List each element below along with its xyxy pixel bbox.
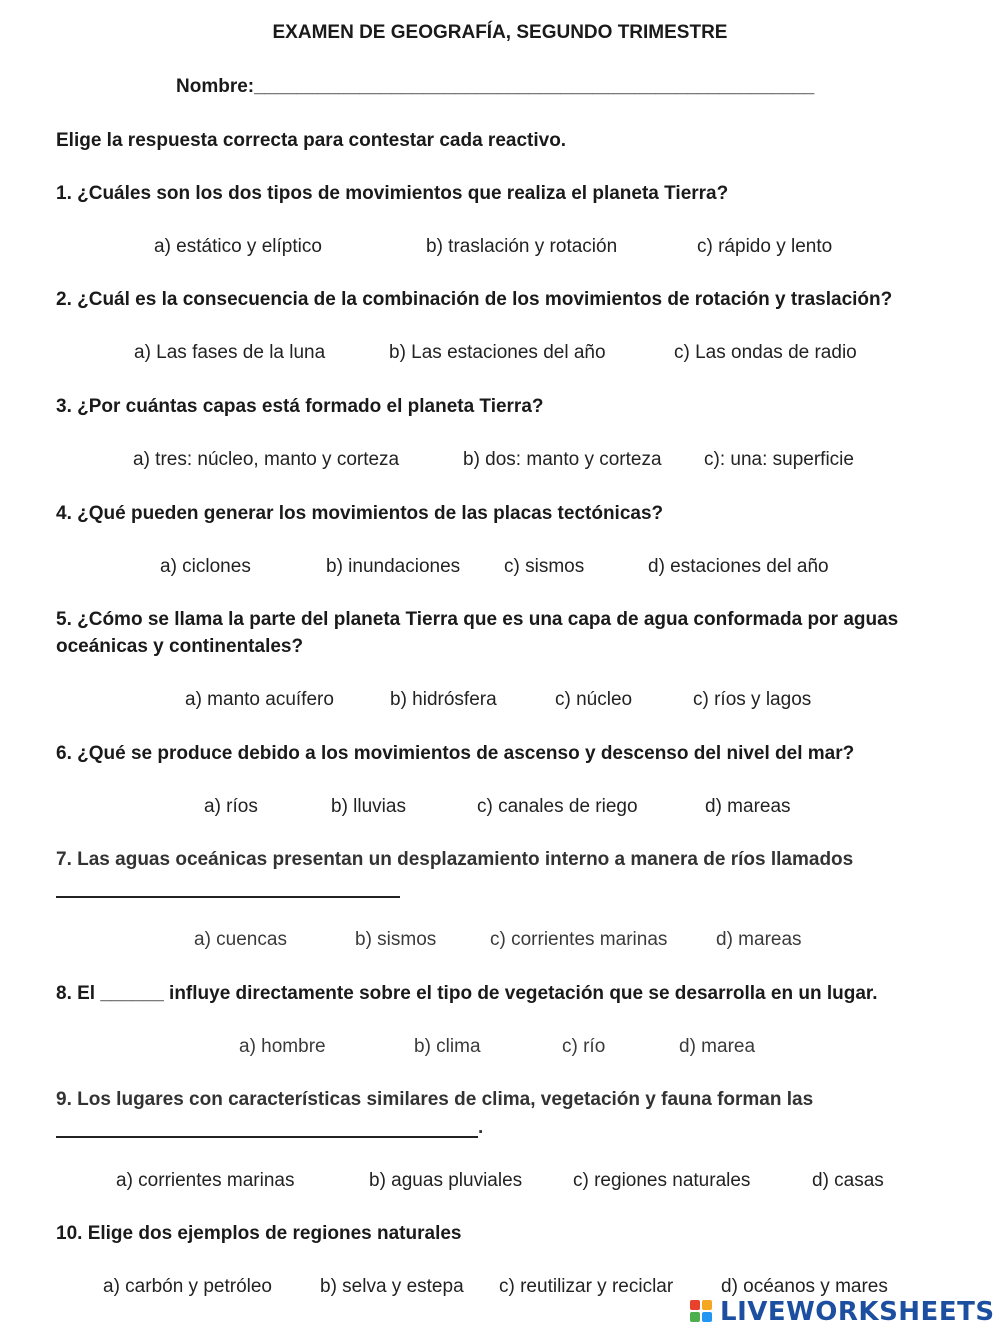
question-9-period: .: [478, 1117, 484, 1138]
option-2c[interactable]: c) Las ondas de radio: [674, 342, 857, 363]
option-9a[interactable]: a) corrientes marinas: [116, 1170, 295, 1191]
answer-blank-9[interactable]: [56, 1136, 478, 1138]
options-5: [0, 689, 1000, 717]
option-5a[interactable]: a) manto acuífero: [185, 689, 334, 710]
option-4d[interactable]: d) estaciones del año: [648, 556, 829, 577]
question-1: 1. ¿Cuáles son los dos tipos de movimientos que realiza el planeta Tierra?: [56, 183, 729, 204]
option-1b[interactable]: b) traslación y rotación: [426, 236, 618, 257]
option-6a[interactable]: a) ríos: [204, 796, 258, 817]
logo-text: LIVEWORKSHEETS: [720, 1297, 995, 1327]
option-3a[interactable]: a) tres: núcleo, manto y corteza: [133, 449, 400, 470]
question-10: 10. Elige dos ejemplos de regiones naturales: [56, 1223, 462, 1244]
answer-blank-7[interactable]: [56, 896, 400, 898]
option-5c[interactable]: c) núcleo: [555, 689, 633, 710]
option-7d[interactable]: d) mareas: [716, 929, 802, 950]
option-9b[interactable]: b) aguas pluviales: [369, 1170, 523, 1191]
liveworksheets-logo: [690, 1296, 995, 1328]
option-4b[interactable]: b) inundaciones: [326, 556, 461, 577]
option-6d[interactable]: d) mareas: [705, 796, 791, 817]
option-2b[interactable]: b) Las estaciones del año: [389, 342, 606, 363]
option-1c[interactable]: c) rápido y lento: [697, 236, 833, 257]
option-2a[interactable]: a) Las fases de la luna: [134, 342, 326, 363]
name-field-label[interactable]: Nombre:_____________________________________________________: [176, 76, 815, 97]
option-10a[interactable]: a) carbón y petróleo: [103, 1276, 272, 1297]
question-2: 2. ¿Cuál es la consecuencia de la combinación de los movimientos de rotación y traslación?: [56, 289, 893, 310]
option-6c[interactable]: c) canales de riego: [477, 796, 638, 817]
logo-blocks-icon: [690, 1298, 716, 1326]
option-7a[interactable]: a) cuencas: [194, 929, 287, 950]
option-6b[interactable]: b) lluvias: [331, 796, 406, 817]
options-6: [0, 796, 1000, 824]
options-1: [0, 236, 1000, 264]
options-3: [0, 449, 1000, 477]
option-4c[interactable]: c) sismos: [504, 556, 585, 577]
options-9: [0, 1170, 1000, 1198]
option-5d[interactable]: c) ríos y lagos: [693, 689, 812, 710]
option-8a[interactable]: a) hombre: [239, 1036, 326, 1057]
option-8c[interactable]: c) río: [562, 1036, 606, 1057]
question-3: 3. ¿Por cuántas capas está formado el planeta Tierra?: [56, 396, 544, 417]
option-4a[interactable]: a) ciclones: [160, 556, 251, 577]
option-8d[interactable]: d) marea: [679, 1036, 756, 1057]
options-4: [0, 556, 1000, 584]
instructions: Elige la respuesta correcta para contestar cada reactivo.: [56, 130, 567, 151]
question-6: 6. ¿Qué se produce debido a los movimientos de ascenso y descenso del nivel del mar?: [56, 743, 855, 764]
option-9c[interactable]: c) regiones naturales: [573, 1170, 751, 1191]
option-10b[interactable]: b) selva y estepa: [320, 1276, 464, 1297]
option-3b[interactable]: b) dos: manto y corteza: [463, 449, 662, 470]
question-7: 7. Las aguas oceánicas presentan un desplazamiento interno a manera de ríos llamados: [56, 849, 854, 870]
page-title: EXAMEN DE GEOGRAFÍA, SEGUNDO TRIMESTRE: [272, 22, 728, 43]
option-3c[interactable]: c): una: superficie: [704, 449, 854, 470]
question-5-line-1: 5. ¿Cómo se llama la parte del planeta Tierra que es una capa de agua conformada por aguas: [56, 609, 899, 630]
question-9: 9. Los lugares con características similares de clima, vegetación y fauna forman las: [56, 1089, 814, 1110]
option-9d[interactable]: d) casas: [812, 1170, 884, 1191]
question-8: 8. El ______ influye directamente sobre el tipo de vegetación que se desarrolla en un lugar.: [56, 983, 878, 1004]
option-7c[interactable]: c) corrientes marinas: [490, 929, 668, 950]
question-5-line-2: oceánicas y continentales?: [56, 636, 304, 657]
option-1a[interactable]: a) estático y elíptico: [154, 236, 322, 257]
options-7: [0, 929, 1000, 957]
option-7b[interactable]: b) sismos: [355, 929, 437, 950]
question-4: 4. ¿Qué pueden generar los movimientos de las placas tectónicas?: [56, 503, 664, 524]
option-8b[interactable]: b) clima: [414, 1036, 481, 1057]
options-2: [0, 342, 1000, 370]
options-8: [0, 1036, 1000, 1064]
option-10d[interactable]: d) océanos y mares: [721, 1276, 888, 1297]
option-10c[interactable]: c) reutilizar y reciclar: [499, 1276, 674, 1297]
option-5b[interactable]: b) hidrósfera: [390, 689, 497, 710]
